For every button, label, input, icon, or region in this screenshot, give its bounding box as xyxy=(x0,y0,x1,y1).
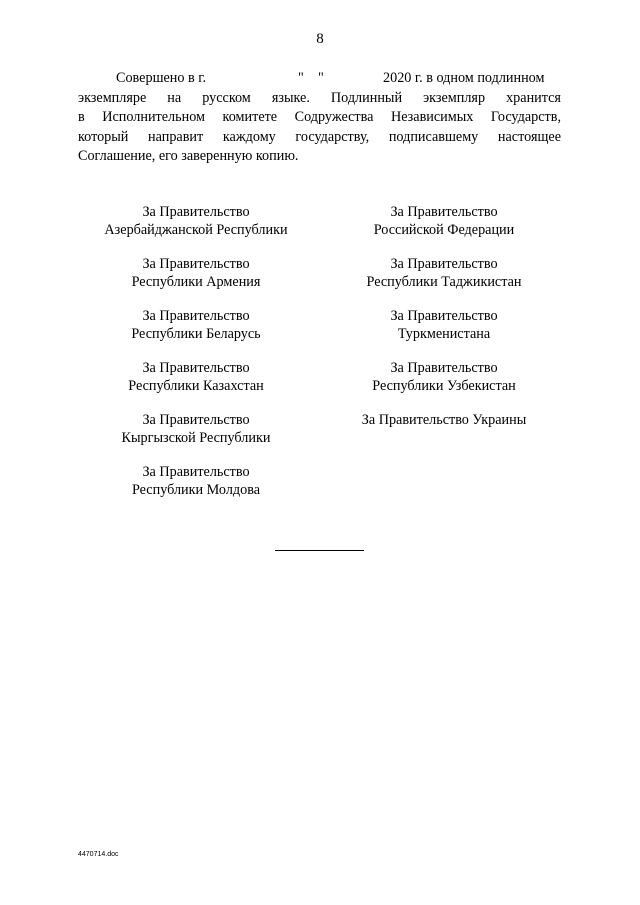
paragraph-quote-open: " xyxy=(298,70,304,86)
signature-block-ukraine xyxy=(314,411,574,429)
paragraph-word: направит xyxy=(148,128,204,145)
paragraph-word: Независимых xyxy=(390,109,474,125)
signatures-right-column xyxy=(314,203,574,445)
page-number: 8 xyxy=(316,31,324,47)
closing-paragraph xyxy=(78,69,561,167)
signature-line: За Правительство xyxy=(390,256,498,272)
paragraph-word: экземпляре xyxy=(78,89,147,106)
paragraph-line-1 xyxy=(78,69,561,89)
paragraph-line-4 xyxy=(78,128,561,148)
signature-block-tajikistan xyxy=(314,255,574,291)
signature-line: За Правительство xyxy=(142,204,250,220)
paragraph-word: Государств, xyxy=(490,109,561,125)
signature-block-russia xyxy=(314,203,574,239)
paragraph-word: Содружества xyxy=(294,109,374,125)
paragraph-text: 2020 г. в одном подлинном xyxy=(383,70,545,86)
signature-block-turkmenistan xyxy=(314,307,574,343)
signature-country: Азербайджанской Республики xyxy=(104,222,288,238)
signature-line: За Правительство xyxy=(142,412,250,428)
signature-country: Республики Таджикистан xyxy=(366,274,522,290)
signature-block-uzbekistan xyxy=(314,359,574,395)
signature-block-moldova xyxy=(66,463,326,499)
paragraph-word: экземпляр xyxy=(423,89,486,106)
signature-line: За Правительство xyxy=(142,256,250,272)
signature-country: Республики Узбекистан xyxy=(372,378,516,394)
paragraph-word: комитете xyxy=(222,109,278,125)
signature-block-belarus xyxy=(66,307,326,343)
signature-country: Российской Федерации xyxy=(373,222,515,238)
paragraph-word: настоящее xyxy=(497,128,561,145)
signature-block-armenia xyxy=(66,255,326,291)
paragraph-word: Исполнительном xyxy=(102,109,205,125)
signature-country: Республики Армения xyxy=(131,274,261,290)
closing-rule xyxy=(275,550,364,551)
paragraph-text: Совершено в г. xyxy=(116,70,207,86)
paragraph-line-5: Соглашение, его заверенную копию. xyxy=(78,148,299,164)
paragraph-word: который xyxy=(78,128,129,145)
paragraph-word: Подлинный xyxy=(330,89,403,106)
paragraph-quote-close: " xyxy=(318,70,324,86)
document-code: 4470714.doc xyxy=(78,851,119,858)
paragraph-line-2 xyxy=(78,89,561,109)
signatures-left-column xyxy=(66,203,326,515)
signature-country: Республики Беларусь xyxy=(131,326,261,342)
signature-line: За Правительство xyxy=(390,204,498,220)
paragraph-word: языке. xyxy=(271,89,310,106)
signature-block-kazakhstan xyxy=(66,359,326,395)
signature-country: Туркменистана xyxy=(397,326,491,342)
signature-block-kyrgyzstan xyxy=(66,411,326,447)
signature-line: За Правительство xyxy=(390,308,498,324)
paragraph-line-3 xyxy=(78,108,561,128)
signature-block-azerbaijan xyxy=(66,203,326,239)
paragraph-word: русском xyxy=(202,89,251,106)
paragraph-word: в xyxy=(78,109,85,125)
paragraph-word: на xyxy=(167,89,182,106)
paragraph-word: хранится xyxy=(506,89,561,106)
signature-line: За Правительство xyxy=(390,360,498,376)
signature-line: За Правительство xyxy=(142,360,250,376)
signature-line: За Правительство xyxy=(142,464,250,480)
signature-line: За Правительство Украины xyxy=(361,412,527,428)
signature-country: Республики Молдова xyxy=(131,482,261,498)
signature-line: За Правительство xyxy=(142,308,250,324)
paragraph-word: каждому xyxy=(222,128,276,145)
paragraph-word: подписавшему xyxy=(388,128,479,145)
signature-country: Кыргызской Республики xyxy=(121,430,271,446)
paragraph-word: государству, xyxy=(295,128,370,145)
signature-country: Республики Казахстан xyxy=(128,378,264,394)
